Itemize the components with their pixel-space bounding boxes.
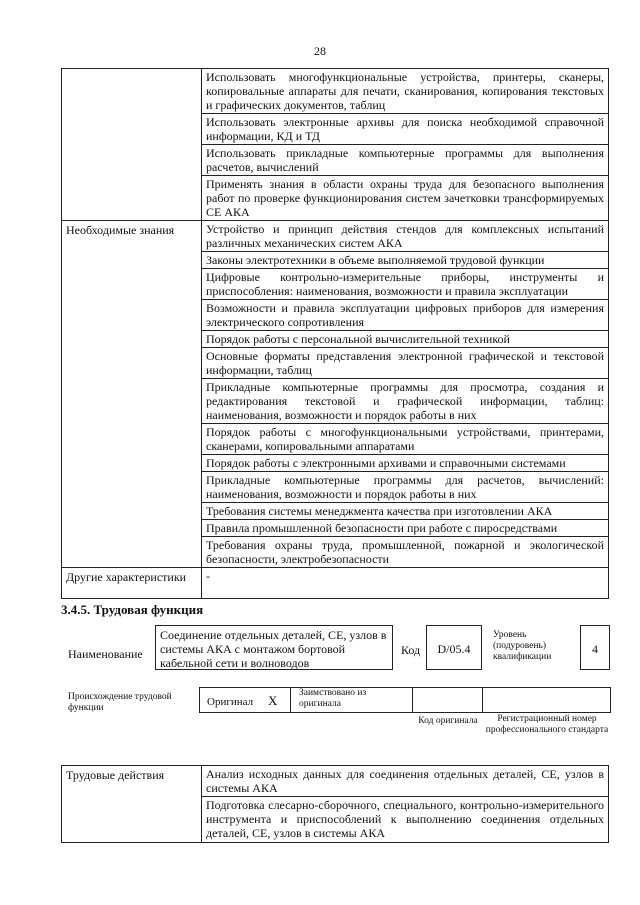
list-item: Правила промышленной безопасности при работе с пиросредствами — [202, 519, 608, 536]
divider — [290, 687, 291, 713]
reg-caption: Регистрационный номер профессионального стандарта — [485, 714, 609, 735]
competencies-table — [61, 68, 609, 599]
list-item: Использовать многофункциональные устройства, принтеры, сканеры, копировальные аппараты для печати, сканирования, копирования текстовых и графических документов, таблиц — [206, 70, 604, 112]
list-item: Законы электротехники в объеме выполняемой трудовой функции — [202, 251, 608, 268]
list-item: Цифровые контрольно-измерительные приборы, инструменты и приспособления: наименования, возможности и правила эксплуатации — [202, 268, 608, 299]
divider — [412, 687, 413, 713]
function-name: Соединение отдельных деталей, СЕ, узлов в системы АКА с монтажом бортовой кабельной сети и волноводов — [155, 625, 393, 670]
origin-label: Происхождение трудовой функции — [68, 692, 172, 713]
list-item: Требования охраны труда, промышленной, пожарной и экологической безопасности, электробезопасности — [202, 536, 608, 567]
list-item: Анализ исходных данных для соединения отдельных деталей, СЕ, узлов в системы АКА — [206, 767, 604, 795]
original-mark: X — [268, 693, 278, 708]
code-label: Код — [401, 643, 421, 657]
section-heading: 3.4.5. Трудовая функция — [61, 602, 204, 617]
list-item: Прикладные компьютерные программы для расчетов, вычислений: наименования, возможности и порядок работы в них — [202, 471, 608, 502]
knowledge-label: Необходимые знания — [62, 221, 202, 567]
list-item: Подготовка слесарно-сборочного, специального, контрольно-измерительного инструмента и приспособлений к выполнению соединения отдельных деталей, СЕ, узлов в системы АКА — [202, 796, 608, 841]
labor-actions-table — [61, 765, 609, 843]
other-value: - — [206, 569, 210, 583]
level-value: 4 — [580, 625, 610, 670]
knowledge-list — [202, 221, 608, 567]
borrowed-label: Заимствовано из оригинала — [299, 688, 367, 709]
list-item: Порядок работы с многофункциональными устройствами, принтерами, сканерами, копировальными аппаратами — [202, 423, 608, 454]
labor-actions-list — [202, 766, 608, 842]
other-label: Другие характеристики — [62, 568, 202, 598]
other-row — [62, 567, 608, 598]
page-number: 28 — [314, 44, 326, 58]
list-item: Устройство и принцип действия стендов для комплексных испытаний различных механических систем АКА — [206, 222, 604, 250]
skills-list — [202, 69, 608, 220]
skills-row — [62, 69, 608, 220]
list-item: Применять знания в области охраны труда для безопасного выполнения работ по проверке функционирования систем зачетковки трансформируемых СЕ АКА — [202, 175, 608, 220]
other-list — [202, 568, 608, 598]
level-label: Уровень (подуровень) квалификации — [493, 630, 552, 662]
list-item: Порядок работы с электронными архивами и справочными системами — [202, 454, 608, 471]
list-item: Требования системы менеджмента качества при изготовлении АКА — [202, 502, 608, 519]
original-label: Оригинал — [207, 696, 254, 708]
list-item: Прикладные компьютерные программы для просмотра, создания и редактирования текстовой и графической информации, таблиц: наименования, возможности и порядок работы в них — [202, 378, 608, 423]
code-caption: Код оригинала — [418, 716, 478, 726]
skills-label — [62, 69, 202, 220]
list-item: Порядок работы с персональной вычислительной техникой — [202, 330, 608, 347]
knowledge-row — [62, 220, 608, 567]
list-item: Основные форматы представления электронной графической и текстовой информации, таблиц — [202, 347, 608, 378]
name-label: Наименование — [68, 647, 143, 661]
list-item: Использовать электронные архивы для поиска необходимой справочной информации, КД и ТД — [202, 113, 608, 144]
labor-actions-label: Трудовые действия — [62, 766, 202, 842]
list-item: Возможности и правила эксплуатации цифровых приборов для измерения электрического сопротивления — [202, 299, 608, 330]
divider — [482, 687, 483, 713]
list-item: Использовать прикладные компьютерные программы для выполнения расчетов, вычислений — [202, 144, 608, 175]
code-value: D/05.4 — [426, 625, 482, 670]
